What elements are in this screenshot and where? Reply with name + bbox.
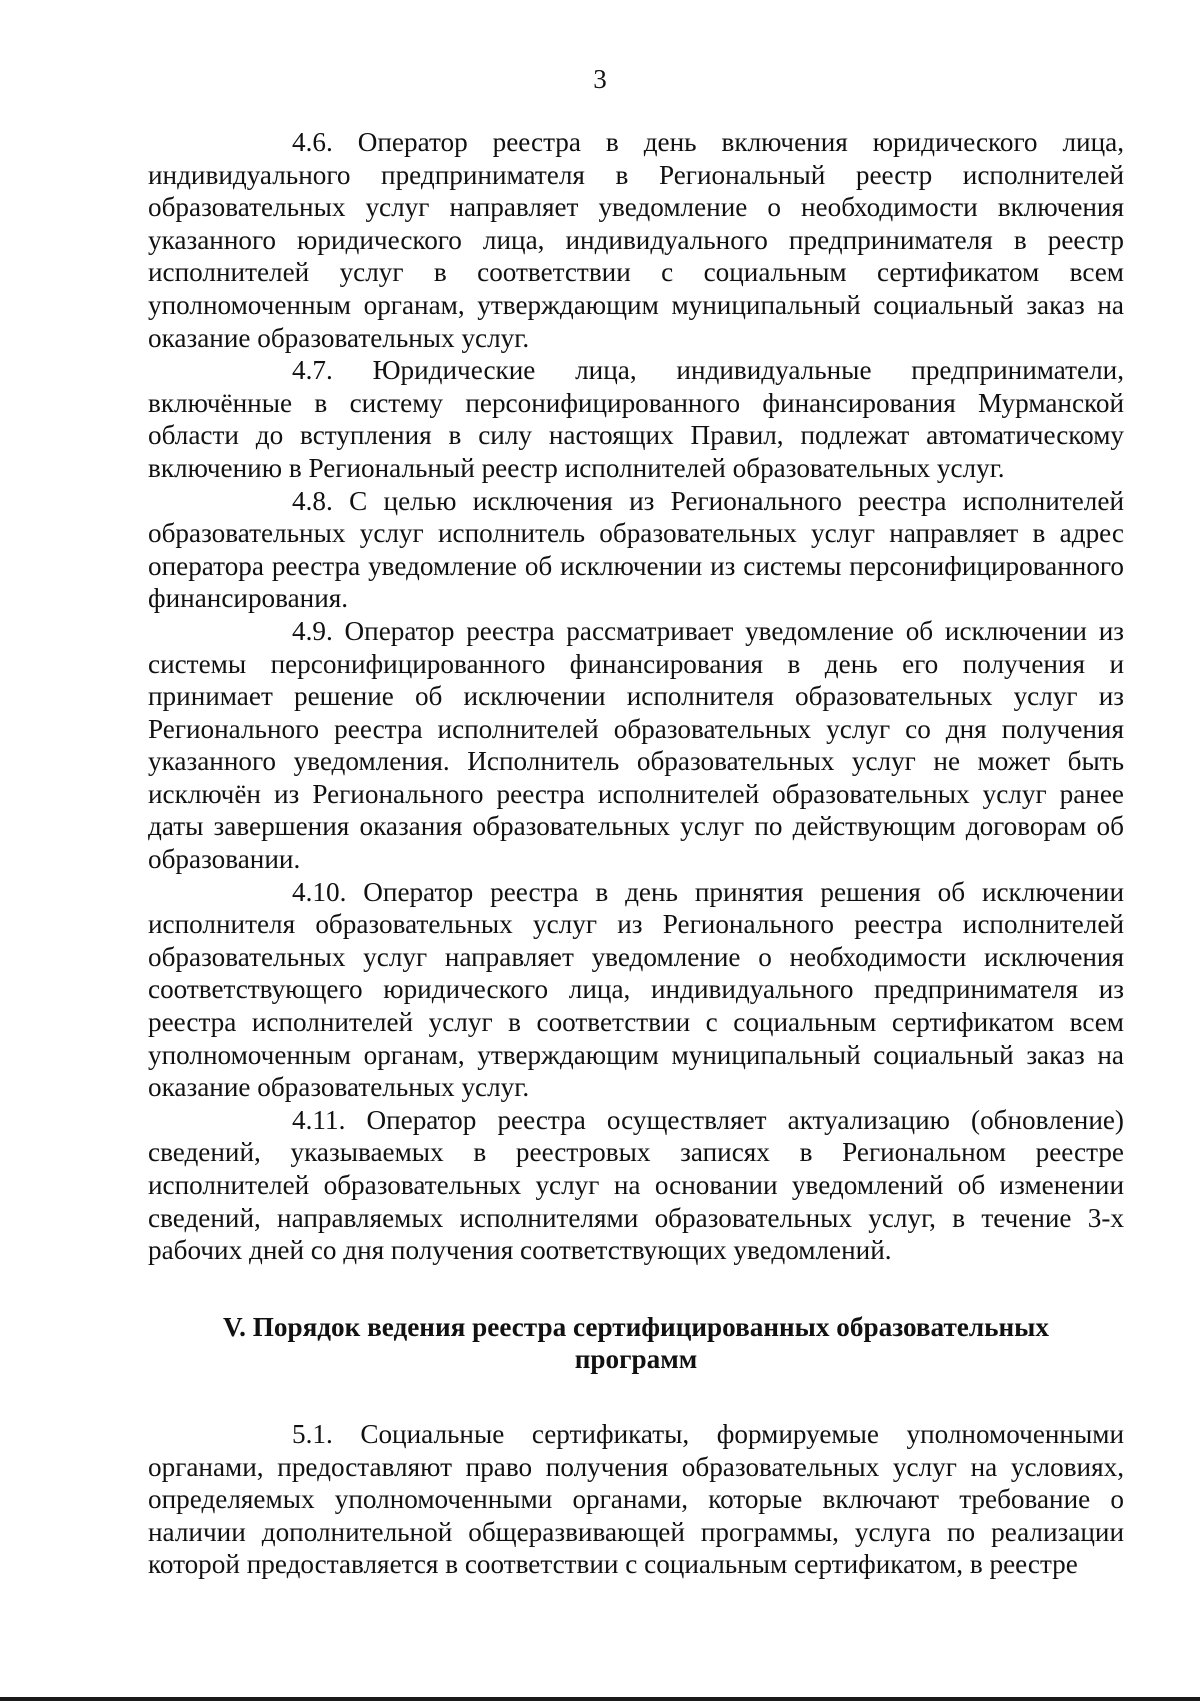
paragraph-text: Оператор реестра осуществляет актуализацию (обновление) сведений, указываемых в реестровых записях в Региональном реестре исполнителей образовательных услуг на основании уведомлений об изменении сведений, направляемых исполнителями образовательных услуг, в течение 3-х рабочих дней со дня получения соответствующих уведомлений.: [148, 1104, 1124, 1266]
paragraph-number: 4.8.: [292, 485, 333, 516]
page-number: 3: [593, 64, 607, 94]
paragraph-text: Социальные сертификаты, формируемые уполномоченными органами, предоставляют право получения образовательных услуг на условиях, определяемых уполномоченными органами, которые включают требование о наличии дополнительной общеразвивающей программы, услуга по реализации которой предоставляется в соответствии с социальным сертификатом, в реестре: [148, 1418, 1125, 1580]
paragraph-4-6: [148, 126, 1124, 354]
paragraph-number: 4.9.: [292, 615, 333, 646]
paragraph-4-10: [148, 876, 1124, 1104]
paragraph-4-11: [148, 1104, 1124, 1267]
paragraph-text: С целью исключения из Регионального реестра исполнителей образовательных услуг исполнитель образовательных услуг направляет в адрес оператора реестра уведомление об исключении из системы персонифицированного финансирования.: [148, 485, 1124, 614]
paragraph-number: 5.1.: [292, 1418, 333, 1449]
document-body: [148, 126, 1124, 1581]
paragraph-4-9: [148, 615, 1124, 876]
section-heading-line-2: программ: [574, 1344, 698, 1375]
paragraph-text: Оператор реестра рассматривает уведомление об исключении из системы персонифицированного финансирования в день его получения и принимает решение об исключении исполнителя образовательных услуг из Регионального реестра исполнителей образовательных услуг со дня получения указанного уведомления. Исполнитель образовательных услуг не может быть исключён из Регионального реестра исполнителей образовательных услуг ранее даты завершения оказания образовательных услуг по действующим договорам об образовании.: [148, 615, 1124, 875]
paragraph-4-8: [148, 485, 1124, 615]
section-heading-line-1: V. Порядок ведения реестра сертифицированных образовательных: [222, 1311, 1049, 1342]
paragraph-text: Юридические лица, индивидуальные предприниматели, включённые в систему персонифицированного финансирования Мурманской области до вступления в силу настоящих Правил, подлежат автоматическому включению в Региональный реестр исполнителей образовательных услуг.: [148, 355, 1125, 483]
paragraph-5-1: [148, 1418, 1124, 1581]
paragraph-4-7: [148, 354, 1124, 484]
paragraph-number: 4.10.: [292, 876, 347, 907]
paragraph-number: 4.11.: [292, 1104, 346, 1135]
section-heading: [148, 1311, 1124, 1376]
paragraph-text: Оператор реестра в день принятия решения об исключении исполнителя образовательных услуг из Регионального реестра исполнителей образовательных услуг направляет уведомление о необходимости исключения соответствующего юридического лица, индивидуального предпринимателя из реестра исполнителей услуг в соответствии с социальным сертификатом всем уполномоченным органам, утверждающим муниципальный социальный заказ на оказание образовательных услуг.: [148, 876, 1124, 1103]
paragraph-number: 4.7.: [292, 355, 333, 386]
page-bottom-edge: [0, 1697, 1200, 1701]
paragraph-number: 4.6.: [292, 127, 333, 157]
paragraph-text: Оператор реестра в день включения юридического лица, индивидуального предпринимателя в Региональный реестр исполнителей образовательных услуг направляет уведомление о необходимости включения указанного юридического лица, индивидуального предпринимателя в реестр исполнителей услуг в соответствии с социальным сертификатом всем уполномоченным органам, утверждающим муниципальный социальный заказ на оказание образовательных услуг.: [148, 127, 1125, 353]
